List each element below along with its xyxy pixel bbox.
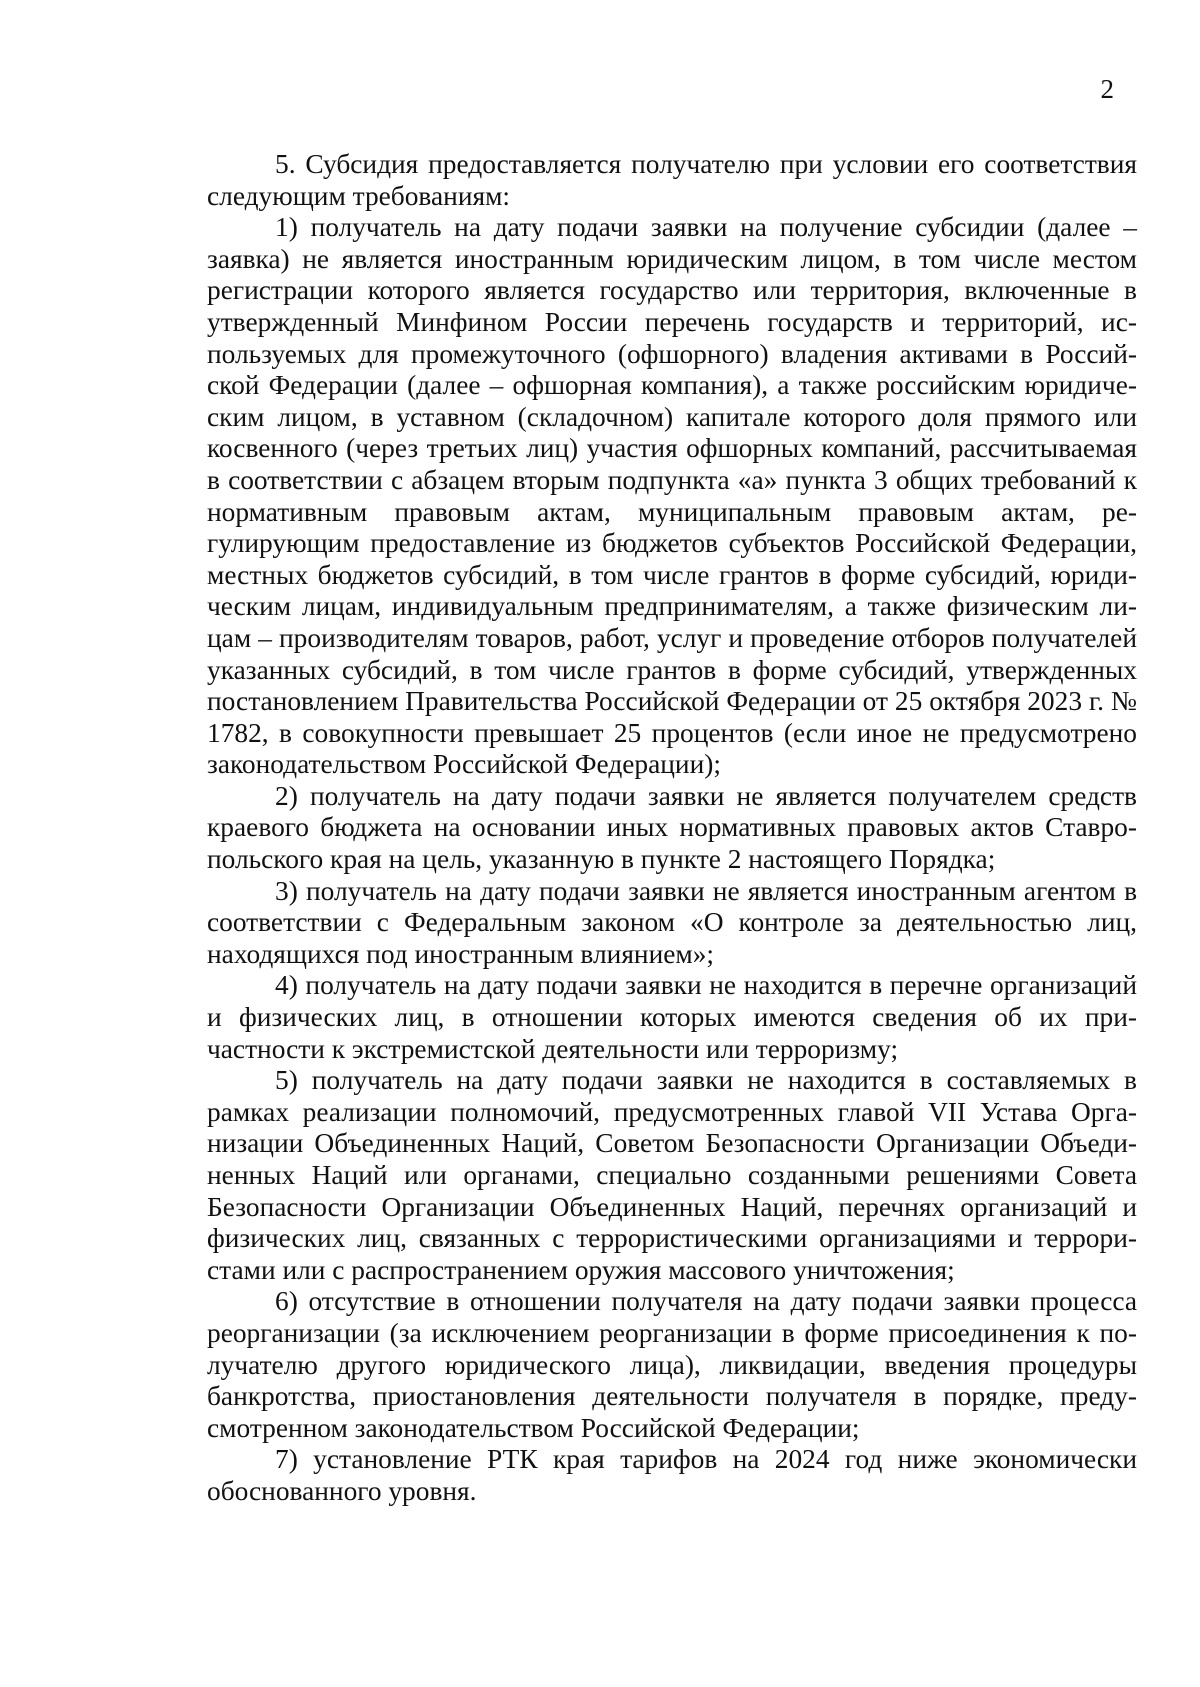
document-body bbox=[207, 149, 1137, 1508]
paragraph-item-5: 5. Субсидия предоставляется получателю при условии его соответствия следующим требованиям: bbox=[207, 149, 1137, 211]
paragraph-subitem-1: 1) получатель на дату подачи заявки на получение субсидии (далее – заявка) не является иностранным юридическим лицом, в том числе местом регистрации которого является государство или территория, включенные в утвержденный Минфином России перечень государств и территорий, используемых для промежуточного (офшорного) владения активами в Российской Федерации (далее – офшорная компания), а также российским юридическим лицом, в уставном (складочном) капитале которого доля прямого или косвенного (через третьих лиц) участия офшорных компаний, рассчитываемая в соответствии с абзацем вторым подпункта «а» пункта 3 общих требований к нормативным правовым актам, муниципальным правовым актам, регулирующим предоставление из бюджетов субъектов Российской Федерации, местных бюджетов субсидий, в том числе грантов в форме субсидий, юридическим лицам, индивидуальным предпринимателям, а также физическим лицам – производителям товаров, работ, услуг и проведение отборов получателей указанных субсидий, в том числе грантов в форме субсидий, утвержденных постановлением Правительства Российской Федерации от 25 октября 2023 г. № 1782, в совокупности превышает 25 процентов (если иное не предусмотрено законодательством Российской Федерации); bbox=[207, 212, 1137, 780]
paragraph-subitem-4: 4) получатель на дату подачи заявки не находится в перечне организаций и физических лиц, в отношении которых имеются сведения об их причастности к экстремистской деятельности или терроризму; bbox=[207, 970, 1137, 1064]
paragraph-subitem-6: 6) отсутствие в отношении получателя на дату подачи заявки процесса реорганизации (за исключением реорганизации в форме присоединения к получателю другого юридического лица), ликвидации, введения процедуры банкротства, приостановления деятельности получателя в порядке, предусмотренном законодательством Российской Федерации; bbox=[207, 1286, 1137, 1443]
paragraph-subitem-3: 3) получатель на дату подачи заявки не является иностранным агентом в соответствии с Федеральным законом «О контроле за деятельностью лиц, находящихся под иностранным влиянием»; bbox=[207, 875, 1137, 969]
page-number: 2 bbox=[1100, 74, 1114, 104]
paragraph-subitem-2: 2) получатель на дату подачи заявки не является получателем средств краевого бюджета на основании иных нормативных правовых актов Ставропольского края на цель, указанную в пункте 2 настоящего Порядка; bbox=[207, 780, 1137, 875]
paragraph-subitem-7: 7) установление РТК края тарифов на 2024 год ниже экономически обоснованного уровня. bbox=[207, 1444, 1137, 1506]
paragraph-subitem-5: 5) получатель на дату подачи заявки не находится в составляемых в рамках реализации полномочий, предусмотренных главой VII Устава Организации Объединенных Наций, Советом Безопасности Организации Объединенных Наций или органами, специально созданными решениями Совета Безопасности Организации Объединенных Наций, перечнях организаций и физических лиц, связанных с террористическими организациями и террористами или с распространением оружия массового уничтожения; bbox=[207, 1065, 1137, 1285]
